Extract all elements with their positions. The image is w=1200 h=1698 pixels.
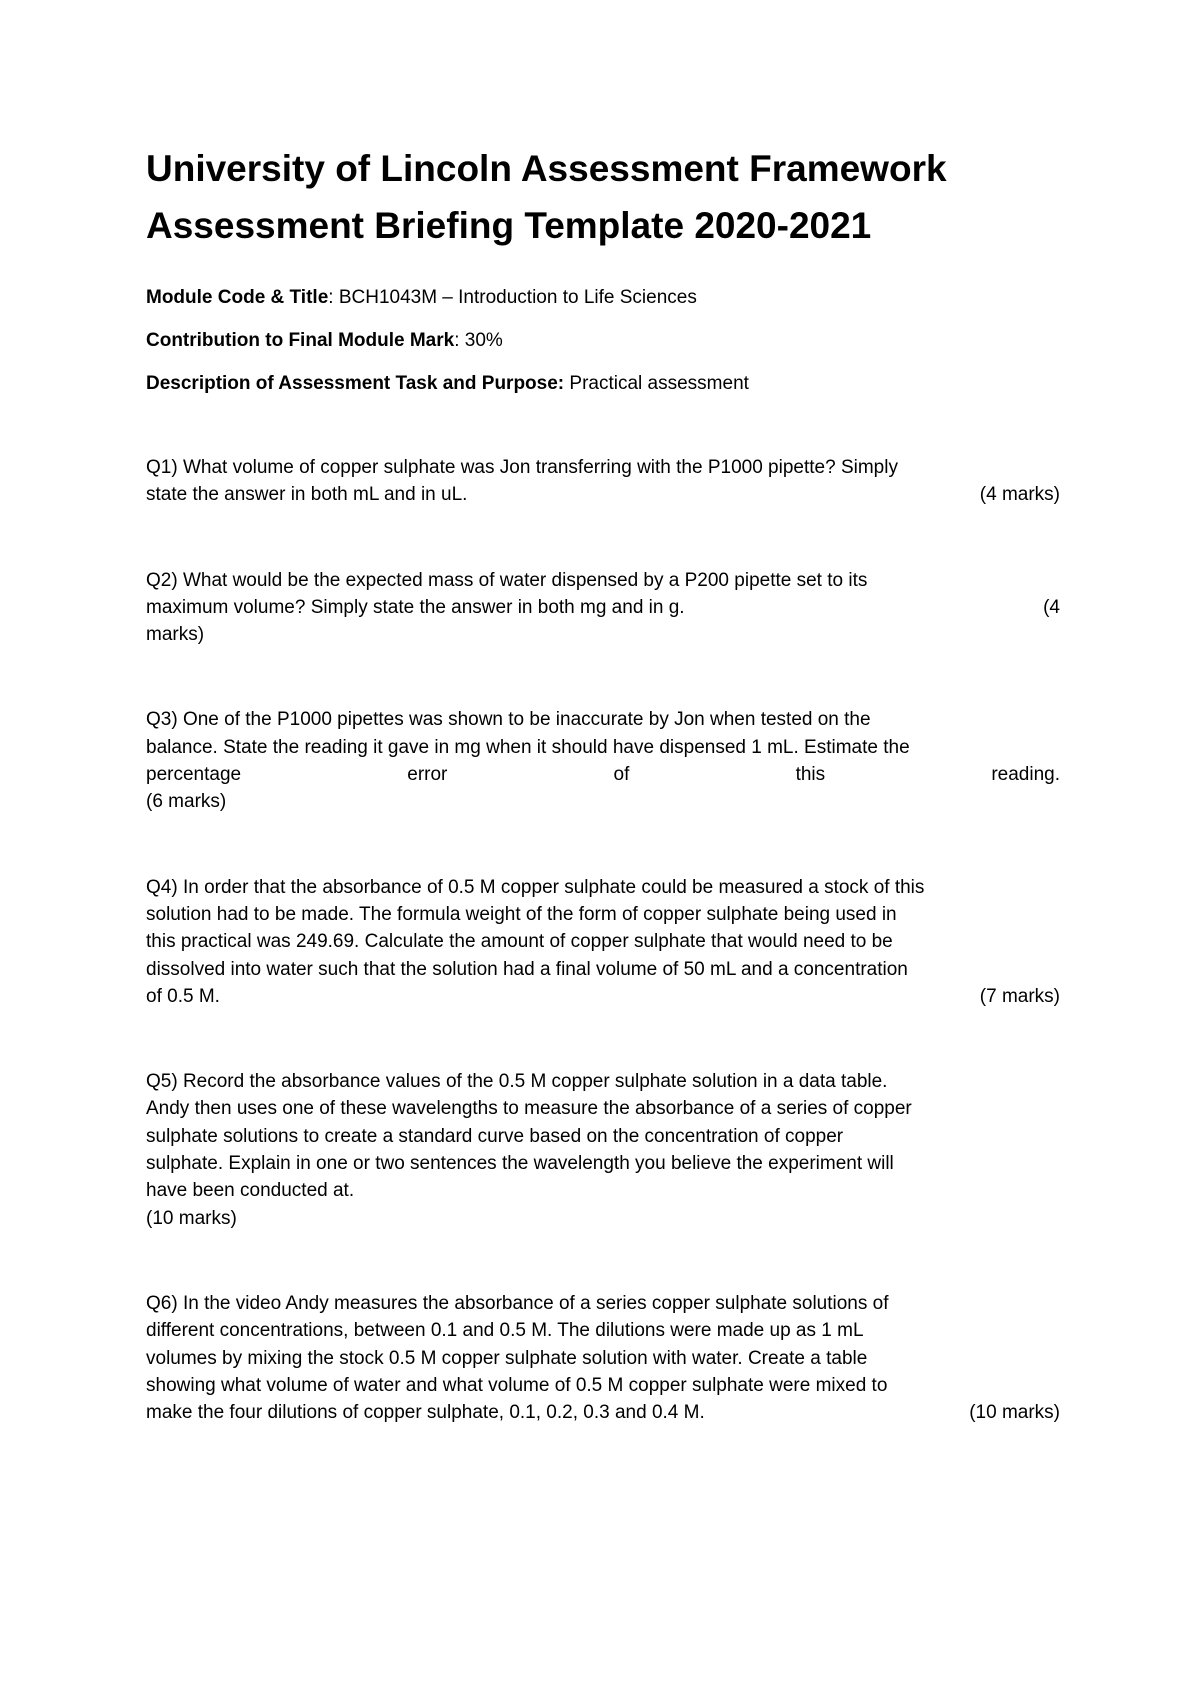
q3-word-2: error <box>407 764 448 786</box>
module-code-value: : BCH1043M – Introduction to Life Sciences <box>328 287 697 308</box>
q4-line-5 <box>146 983 1060 1010</box>
q6-text-5: make the four dilutions of copper sulphate, 0.1, 0.2, 0.3 and 0.4 M. <box>146 1402 705 1424</box>
q2-marks-b: marks) <box>146 624 205 646</box>
q6-line-1: Q6) In the video Andy measures the absorbance of a series copper sulphate solutions of <box>146 1292 889 1314</box>
q2-text-1: Q2) What would be the expected mass of water dispensed by a P200 pipette set to its <box>146 569 868 591</box>
q3-word-3: of <box>613 764 630 786</box>
question-4 <box>146 874 1060 1010</box>
title-line-1: University of Lincoln Assessment Framework <box>146 148 947 189</box>
q5-line-4: sulphate. Explain in one or two sentences the wavelength you believe the experiment will <box>146 1153 894 1175</box>
q6-line-4: showing what volume of water and what volume of 0.5 M copper sulphate were mixed to <box>146 1374 888 1396</box>
q4-marks: (7 marks) <box>979 985 1060 1007</box>
q1-text: state the answer in both mL and in uL. <box>146 484 468 506</box>
q5-line-5: have been conducted at. <box>146 1180 355 1202</box>
description-label: Description of Assessment Task and Purpose: <box>146 373 565 394</box>
q1-line-1: Q1) What volume of copper sulphate was Jon transferring with the P1000 pipette? Simply <box>146 457 898 478</box>
question-1 <box>146 454 1060 509</box>
q4-text-5: of 0.5 M. <box>146 985 220 1007</box>
q3-line-1: Q3) One of the P1000 pipettes was shown to be inaccurate by Jon when tested on the <box>146 709 871 731</box>
q3-word-1: percentage <box>146 764 242 786</box>
q6-line-3: volumes by mixing the stock 0.5 M copper sulphate solution with water. Create a table <box>146 1347 868 1369</box>
q3-word-4: this <box>795 764 826 786</box>
q5-line-2: Andy then uses one of these wavelengths to measure the absorbance of a series of copper <box>146 1098 912 1120</box>
module-info <box>146 285 1060 397</box>
q3-line-3 <box>146 761 1060 788</box>
q3-marks: (6 marks) <box>146 791 227 813</box>
contribution-line <box>146 328 1060 354</box>
description-value: Practical assessment <box>564 373 749 394</box>
q1-line-2 <box>146 481 1060 508</box>
question-6 <box>146 1290 1060 1426</box>
q6-marks: (10 marks) <box>969 1402 1060 1424</box>
q2-text-2: maximum volume? Simply state the answer in both mg and in g. <box>146 596 685 618</box>
q2-line-1 <box>146 567 1060 594</box>
description-line <box>146 371 1060 397</box>
page-title <box>146 140 1060 254</box>
q4-line-3: this practical was 249.69. Calculate the amount of copper sulphate that would need to be <box>146 931 893 953</box>
contribution-label: Contribution to Final Module Mark <box>146 330 455 351</box>
module-code-label: Module Code & Title <box>146 287 329 308</box>
q4-line-1: Q4) In order that the absorbance of 0.5 M copper sulphate could be measured a stock of this <box>146 876 925 898</box>
q3-word-5: reading. <box>991 764 1060 786</box>
q4-line-4: dissolved into water such that the solution had a final volume of 50 mL and a concentration <box>146 958 908 980</box>
document-body <box>146 140 1060 1426</box>
contribution-value: : 30% <box>454 330 503 351</box>
q2-marks-a: (4 <box>1043 596 1060 618</box>
q3-line-2: balance. State the reading it gave in mg when it should have dispensed 1 mL. Estimate the <box>146 736 910 758</box>
q4-line-2: solution had to be made. The formula weight of the form of copper sulphate being used in <box>146 903 897 925</box>
q5-line-1: Q5) Record the absorbance values of the 0.5 M copper sulphate solution in a data table. <box>146 1071 888 1093</box>
q1-marks: (4 marks) <box>979 484 1060 506</box>
q5-line-3: sulphate solutions to create a standard curve based on the concentration of copper <box>146 1125 844 1147</box>
title-line-2: Assessment Briefing Template 2020-2021 <box>146 205 872 246</box>
q6-line-2: different concentrations, between 0.1 and 0.5 M. The dilutions were made up as 1 mL <box>146 1320 864 1342</box>
q2-line-2 <box>146 594 1060 621</box>
question-3 <box>146 706 1060 815</box>
q6-line-5 <box>146 1399 1060 1426</box>
question-5 <box>146 1068 1060 1232</box>
module-code-line <box>146 285 1060 311</box>
q5-marks: (10 marks) <box>146 1207 237 1229</box>
question-2 <box>146 567 1060 649</box>
